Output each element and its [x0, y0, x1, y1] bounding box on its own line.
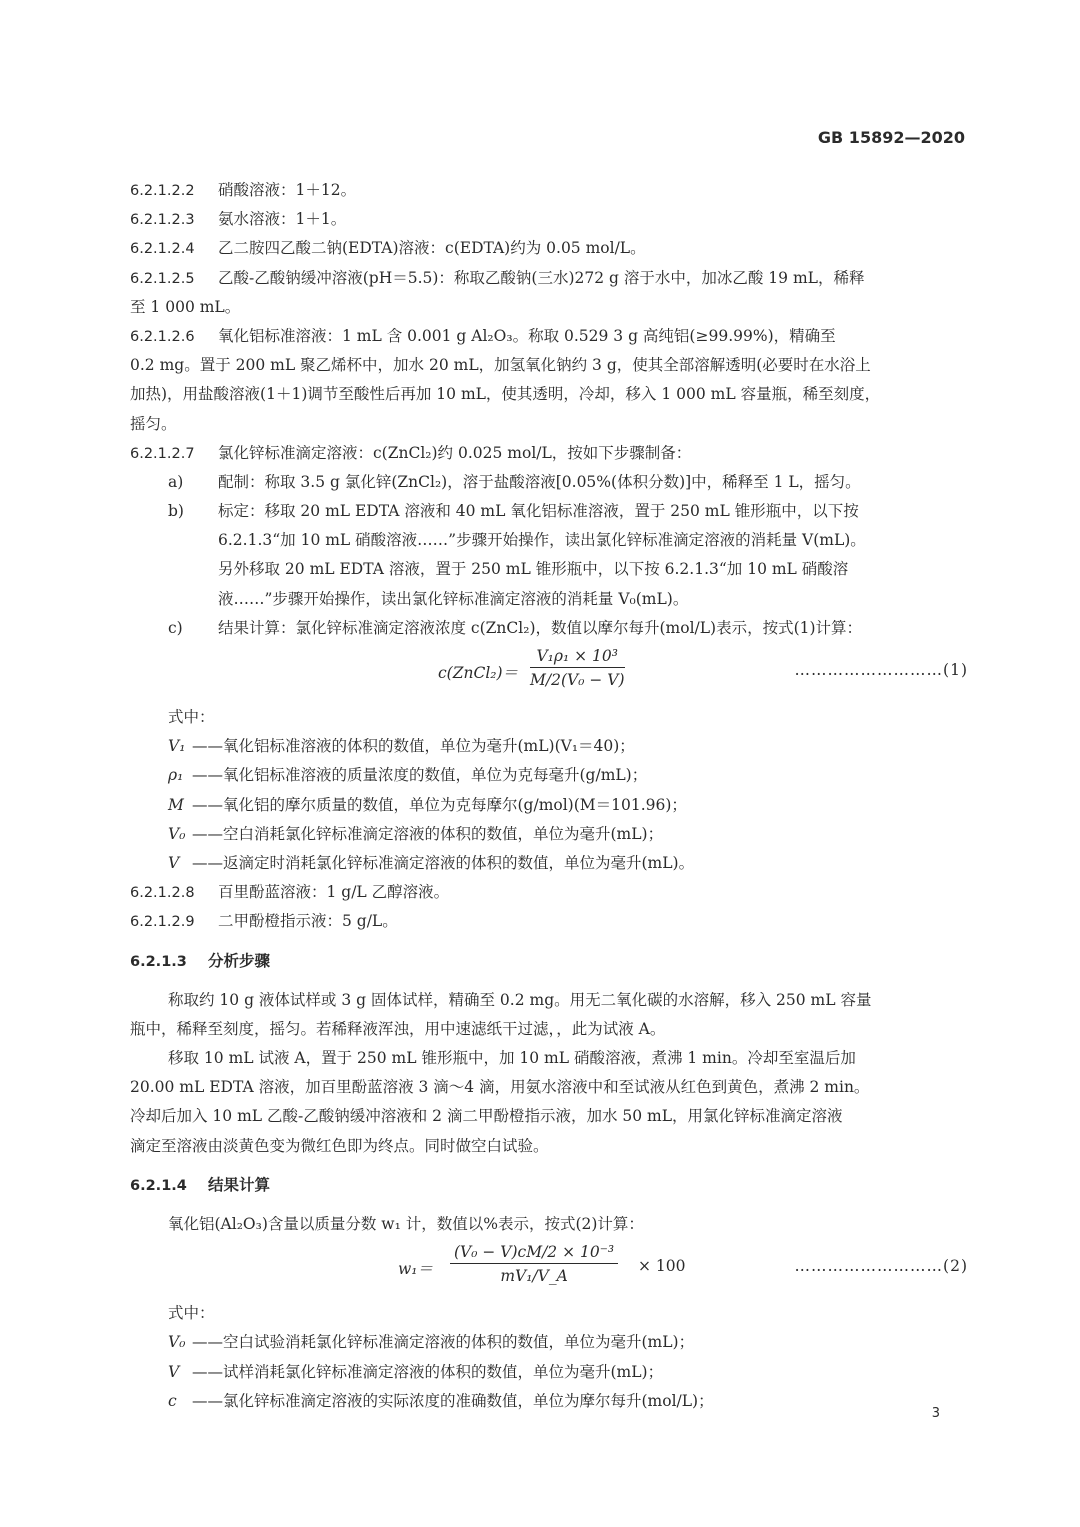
where-symbol: M — [168, 795, 184, 814]
list-continuation: 液……”步骤开始操作，读出氯化锌标准滴定溶液的消耗量 V₀(mL)。 — [218, 589, 689, 608]
where-text: ——氧化铝标准溶液的体积的数值，单位为毫升(mL)(V₁＝40)； — [192, 737, 635, 756]
where-text: ——试样消耗氯化锌标准滴定溶液的体积的数值，单位为毫升(mL)； — [192, 1362, 664, 1381]
section-title: 结果计算 — [208, 1175, 271, 1194]
where-item — [130, 732, 968, 761]
where-item — [130, 791, 968, 820]
list-label: a) — [168, 472, 184, 491]
paragraph-line: 冷却后加入 10 mL 乙酸-乙酸钠缓冲溶液和 2 滴二甲酚橙指示液，加水 50 mL，用氯化锌标准滴定溶液 — [130, 1107, 843, 1126]
clause-6-2-1-2-5 — [130, 264, 968, 293]
where-text: ——氧化铝标准溶液的质量浓度的数值，单位为克每毫升(g/mL)； — [192, 766, 648, 785]
clause-text: 氧化铝标准溶液：1 mL 含 0.001 g Al₂O₃。称取 0.529 3 g 高纯铝(≥99.99%)，精确至 — [218, 326, 836, 345]
clause-6-2-1-2-4 — [130, 234, 968, 263]
list-continuation: 6.2.1.3“加 10 mL 硝酸溶液……”步骤开始操作，读出氯化锌标准滴定溶液的消耗量 V(mL)。 — [218, 531, 866, 550]
where-list-2 — [130, 1299, 968, 1416]
clause-6-2-1-2-6 — [130, 322, 968, 351]
formula-tail: × 100 — [638, 1257, 686, 1276]
clause-text: 氯化锌标准滴定溶液：c(ZnCl₂)约 0.025 mol/L，按如下步骤制备： — [218, 443, 692, 462]
list-text: 结果计算：氯化锌标准滴定溶液浓度 c(ZnCl₂)，数值以摩尔每升(mol/L)表示，按式(1)计算： — [218, 618, 863, 637]
clause-number: 6.2.1.2.4 — [130, 241, 195, 258]
clause-text: 二甲酚橙指示液：5 g/L。 — [218, 912, 398, 931]
clause-text: 硝酸溶液：1＋12。 — [218, 181, 357, 199]
where-title: 式中： — [168, 708, 215, 726]
clause-6-2-1-2-3 — [130, 205, 968, 234]
where-text: ——氯化锌标准滴定溶液的实际浓度的准确数值，单位为摩尔每升(mol/L)； — [192, 1391, 714, 1410]
list-item-a — [130, 468, 968, 497]
list-text: 配制：称取 3.5 g 氯化锌(ZnCl₂)，溶于盐酸溶液[0.05%(体积分数)]中，稀释至 1 L，摇匀。 — [218, 472, 861, 491]
clause-continuation: 0.2 mg。置于 200 mL 聚乙烯杯中，加水 20 mL，加氢氧化钠约 3 g，使其全部溶解透明(必要时在水浴上 — [130, 356, 871, 375]
section-title: 分析步骤 — [208, 951, 271, 970]
clause-continuation: 摇匀。 — [130, 414, 177, 433]
clause-number: 6.2.1.2.3 — [130, 212, 195, 229]
clause-6-2-1-2-8 — [130, 878, 968, 907]
where-symbol: V — [168, 1362, 180, 1381]
where-text: ——返滴定时消耗氯化锌标准滴定溶液的体积的数值，单位为毫升(mL)。 — [192, 853, 695, 872]
formula-numerator: V₁ρ₁ × 10³ — [530, 645, 625, 668]
clause-6-2-1-2-7 — [130, 439, 968, 468]
clause-number: 6.2.1.2.6 — [130, 328, 195, 345]
where-title: 式中： — [168, 1304, 215, 1323]
formula-lhs: c(ZnCl₂)＝ — [438, 664, 519, 682]
formula-denominator: mV₁/V_A — [500, 1267, 568, 1286]
clause-text: 乙二胺四乙酸二钠(EDTA)溶液：c(EDTA)约为 0.05 mol/L。 — [218, 239, 646, 258]
where-symbol: c — [168, 1391, 177, 1410]
clause-text: 乙酸-乙酸钠缓冲溶液(pH＝5.5)：称取乙酸钠(三水)272 g 溶于水中，加冰乙酸 19 mL，稀释 — [218, 268, 865, 287]
where-text: ——空白消耗氯化锌标准滴定溶液的体积的数值，单位为毫升(mL)； — [192, 824, 664, 843]
paragraph-line: 20.00 mL EDTA 溶液，加百里酚蓝溶液 3 滴～4 滴，用氨水溶液中和至试液从红色到黄色，煮沸 2 min。 — [130, 1078, 870, 1097]
where-item — [130, 1387, 968, 1416]
clause-number: 6.2.1.2.9 — [130, 914, 195, 931]
formula-lhs: w₁＝ — [398, 1260, 433, 1279]
formula-fraction — [530, 645, 625, 692]
clause-number: 6.2.1.2.2 — [130, 183, 195, 199]
document-body — [130, 176, 968, 1416]
list-text: 标定：移取 20 mL EDTA 溶液和 40 mL 氧化铝标准溶液，置于 250 mL 锥形瓶中，以下按 — [218, 502, 859, 521]
where-item — [130, 849, 968, 878]
where-list-1 — [130, 703, 968, 878]
formula-numerator: (V₀ − V)cM/2 × 10⁻³ — [450, 1241, 618, 1264]
clause-number: 6.2.1.2.5 — [130, 270, 195, 287]
where-item — [130, 761, 968, 790]
paragraph-line: 瓶中，稀释至刻度，摇匀。若稀释液浑浊，用中速滤纸干过滤，，此为试液 A。 — [130, 1019, 666, 1038]
clause-6-2-1-2-9 — [130, 907, 968, 936]
paragraph-line: 氧化铝(Al₂O₃)含量以质量分数 w₁ 计，数值以%表示，按式(2)计算： — [168, 1215, 644, 1233]
formula-number: ………………………(1) — [794, 661, 968, 679]
list-label: b) — [168, 502, 184, 521]
where-item — [130, 820, 968, 849]
where-symbol: V₀ — [168, 1333, 186, 1352]
clause-text: 百里酚蓝溶液：1 g/L 乙醇溶液。 — [218, 883, 450, 902]
clause-number: 6.2.1.2.8 — [130, 885, 195, 902]
paragraph-line: 滴定至溶液由淡黄色变为微红色即为终点。同时做空白试验。 — [130, 1136, 549, 1155]
where-item — [130, 1328, 968, 1357]
formula-denominator: M/2(V₀ − V) — [530, 671, 625, 689]
where-text: ——氧化铝的摩尔质量的数值，单位为克每摩尔(g/mol)(M＝101.96)； — [192, 795, 687, 814]
formula-2 — [130, 1241, 968, 1295]
where-item — [130, 1358, 968, 1387]
list-item-c — [130, 614, 968, 643]
formula-1 — [130, 645, 968, 699]
where-symbol: V₁ — [168, 737, 186, 756]
formula-number: ………………………(2) — [794, 1257, 968, 1276]
clause-6-2-1-2-2 — [130, 176, 968, 205]
where-symbol: ρ₁ — [168, 766, 184, 785]
formula-fraction — [450, 1241, 618, 1288]
list-label: c) — [168, 618, 183, 637]
clause-number: 6.2.1.2.7 — [130, 445, 195, 462]
where-text: ——空白试验消耗氯化锌标准滴定溶液的体积的数值，单位为毫升(mL)； — [192, 1333, 695, 1352]
clause-continuation: 至 1 000 mL。 — [130, 297, 241, 316]
standard-code: GB 15892—2020 — [817, 128, 965, 147]
paragraph-line: 移取 10 mL 试液 A，置于 250 mL 锥形瓶中，加 10 mL 硝酸溶液，煮沸 1 min。冷却至室温后加 — [168, 1049, 856, 1068]
clause-continuation: 加热)，用盐酸溶液(1＋1)调节至酸性后再加 10 mL，使其透明，冷却，移入 1 000 mL 容量瓶，稀至刻度， — [130, 385, 881, 404]
page-number: 3 — [931, 1406, 940, 1421]
section-heading-6-2-1-3 — [130, 947, 968, 976]
paragraph-line: 称取约 10 g 液体试样或 3 g 固体试样，精确至 0.2 mg。用无二氧化碳的水溶解，移入 250 mL 容量 — [168, 990, 872, 1009]
clause-text: 氨水溶液：1＋1。 — [218, 210, 347, 229]
where-symbol: V — [168, 853, 180, 872]
section-number: 6.2.1.3 — [130, 953, 187, 970]
list-continuation: 另外移取 20 mL EDTA 溶液，置于 250 mL 锥形瓶中，以下按 6.2.1.3“加 10 mL 硝酸溶 — [218, 560, 849, 579]
section-heading-6-2-1-4 — [130, 1171, 968, 1200]
section-number: 6.2.1.4 — [130, 1177, 187, 1194]
where-symbol: V₀ — [168, 824, 186, 843]
list-item-b — [130, 497, 968, 526]
